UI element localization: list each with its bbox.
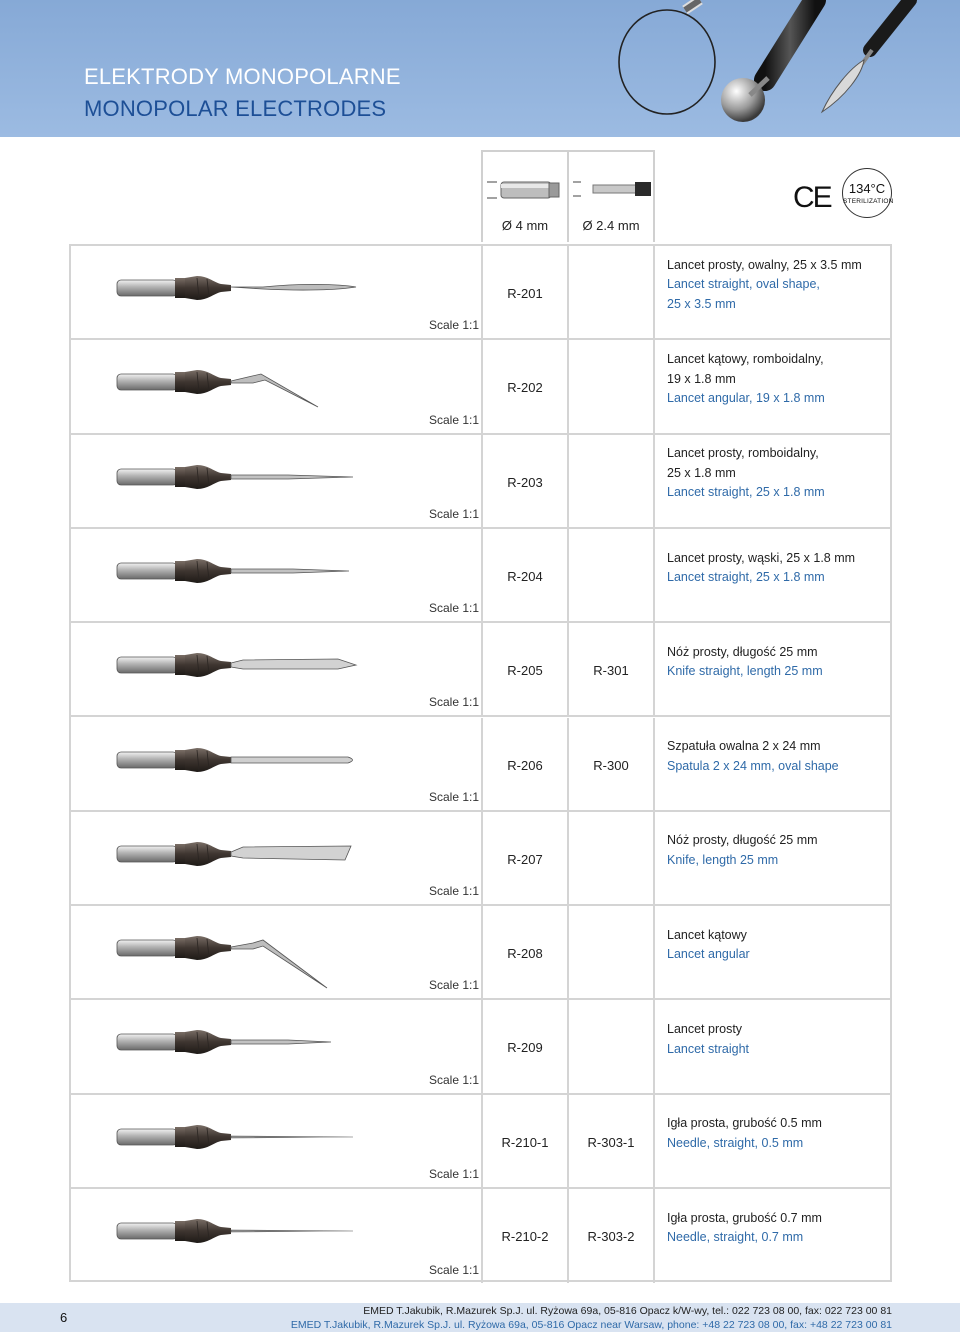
description-polish: 25 x 1.8 mm <box>667 465 736 480</box>
description-polish: Igła prosta, grubość 0.7 mm <box>667 1210 822 1225</box>
connector-2-4mm-cell <box>567 150 655 242</box>
scale-label: Scale 1:1 <box>429 1166 480 1181</box>
column-divider <box>653 246 655 338</box>
scale-label: Scale 1:1 <box>429 1072 480 1087</box>
description-polish: Lancet prosty, wąski, 25 x 1.8 mm <box>667 550 856 565</box>
scale-label: Scale 1:1 <box>429 601 480 616</box>
column-divider <box>653 1095 655 1187</box>
product-row <box>71 906 890 1000</box>
title-english: MONOPOLAR ELECTRODES <box>84 96 387 121</box>
product-description <box>667 549 889 588</box>
connector-4mm-cell <box>481 150 569 242</box>
product-code-2-4mm: R-301 <box>593 663 629 679</box>
description-english: Lancet angular <box>667 947 750 962</box>
scale-label: Scale 1:1 <box>429 884 480 899</box>
product-description <box>667 1209 889 1248</box>
connector-2-4mm-label: Ø 2.4 mm <box>582 218 640 233</box>
column-divider <box>653 340 655 432</box>
product-code-4mm: R-208 <box>507 946 543 962</box>
column-divider <box>653 435 655 527</box>
scale-label: Scale 1:1 <box>429 695 480 710</box>
ce-mark-icon: CE <box>793 181 831 214</box>
description-polish: Lancet prosty, owalny, 25 x 3.5 mm <box>667 257 862 272</box>
product-description <box>667 256 889 315</box>
connector-4mm-label: Ø 4 mm <box>501 218 549 233</box>
description-polish: Lancet kątowy, romboidalny, <box>667 352 824 367</box>
connector-2-4mm-icon <box>573 172 657 212</box>
footer-address-english: EMED T.Jakubik, R.Mazurek Sp.J. ul. Ryżowa 69a, 05-816 Opacz near Warsaw, phone: +48 22 723 08 00, fax: +48 22 723 00 81 <box>290 1319 892 1331</box>
product-row <box>71 529 890 623</box>
product-code-4mm: R-207 <box>507 851 543 867</box>
electrode-needle-icon <box>113 1119 373 1188</box>
product-description <box>667 643 889 682</box>
description-polish: Nóż prosty, długość 25 mm <box>667 833 818 848</box>
product-description <box>667 350 889 409</box>
connector-4mm-icon <box>487 172 567 212</box>
product-description <box>667 737 889 776</box>
product-code-4mm: R-202 <box>507 380 543 396</box>
product-code-4mm: R-210-2 <box>501 1229 549 1244</box>
product-row <box>71 1095 890 1189</box>
description-english: Lancet straight, oval shape, <box>667 277 820 292</box>
description-polish: Nóż prosty, długość 25 mm <box>667 644 818 659</box>
column-divider <box>567 812 569 904</box>
description-english: Lancet straight, 25 x 1.8 mm <box>667 485 825 500</box>
electrode-knife-wide-icon <box>113 836 373 905</box>
scale-label: Scale 1:1 <box>429 412 480 427</box>
description-english: Knife straight, length 25 mm <box>667 664 823 679</box>
product-code-2-4mm: R-300 <box>593 757 629 773</box>
loop-electrode-icon <box>619 0 715 114</box>
electrode-knife-icon <box>113 647 373 716</box>
description-english: Spatula 2 x 24 mm, oval shape <box>667 758 839 773</box>
description-english: Needle, straight, 0.5 mm <box>667 1135 804 1150</box>
product-code-4mm: R-201 <box>507 286 543 301</box>
column-divider <box>567 340 569 432</box>
product-description <box>667 926 889 965</box>
product-code-4mm: R-203 <box>507 474 543 490</box>
product-code-2-4mm: R-303-1 <box>587 1134 635 1150</box>
product-code-4mm: R-209 <box>507 1040 543 1056</box>
ball-electrode-icon <box>721 0 815 122</box>
scale-label: Scale 1:1 <box>429 318 480 333</box>
footer-address-polish: EMED T.Jakubik, R.Mazurek Sp.J. ul. Ryżowa 69a, 05-816 Opacz k/W-wy, tel.: 022 723 08 00, fax: 022 723 00 81 <box>363 1305 892 1317</box>
electrode-lancet-oval-icon <box>113 270 373 339</box>
product-row <box>71 1000 890 1094</box>
column-divider <box>653 812 655 904</box>
electrode-lancet-rhomboid-icon <box>113 459 373 528</box>
product-table <box>69 244 892 1282</box>
description-polish: Igła prosta, grubość 0.5 mm <box>667 1116 822 1131</box>
column-divider <box>653 529 655 621</box>
electrode-lancet-angular-icon <box>113 364 373 433</box>
description-english: Lancet straight, 25 x 1.8 mm <box>667 570 825 585</box>
description-english: 25 x 3.5 mm <box>667 296 736 311</box>
column-divider <box>653 1000 655 1092</box>
sterilization-temperature: 134°C <box>848 181 886 196</box>
product-code-4mm: R-204 <box>507 568 543 584</box>
description-polish: Lancet prosty <box>667 1022 743 1037</box>
scale-label: Scale 1:1 <box>429 1263 480 1278</box>
column-divider <box>567 1000 569 1092</box>
electrode-needle-icon <box>113 1213 373 1282</box>
description-english: Lancet straight <box>667 1041 749 1056</box>
column-divider <box>653 906 655 998</box>
product-description <box>667 831 889 870</box>
product-description <box>667 444 889 503</box>
description-polish: Szpatuła owalna 2 x 24 mm <box>667 739 821 754</box>
scale-label: Scale 1:1 <box>429 978 480 993</box>
product-row <box>71 246 890 340</box>
electrode-spatula-icon <box>113 742 373 811</box>
product-row <box>71 1189 890 1283</box>
footer <box>0 1303 960 1332</box>
header-banner <box>0 0 960 137</box>
product-row <box>71 623 890 717</box>
scale-label: Scale 1:1 <box>429 506 480 521</box>
banner-electrodes-illustration <box>600 0 960 137</box>
title-polish: ELEKTRODY MONOPOLARNE <box>84 64 401 89</box>
product-code-4mm: R-210-1 <box>501 1134 549 1150</box>
sterilization-label: STERILIZATION <box>843 198 894 205</box>
sterilization-badge <box>842 168 892 218</box>
description-polish: Lancet prosty, romboidalny, <box>667 446 819 461</box>
electrode-lancet-narrow-icon <box>113 553 373 622</box>
product-code-2-4mm: R-303-2 <box>587 1229 635 1244</box>
product-code-4mm: R-205 <box>507 663 543 679</box>
lancet-electrode-icon <box>822 0 910 112</box>
scale-label: Scale 1:1 <box>429 789 480 804</box>
product-row <box>71 340 890 434</box>
product-description <box>667 1020 889 1059</box>
description-english: Needle, straight, 0.7 mm <box>667 1230 804 1245</box>
electrode-lancet-straight-icon <box>113 1024 373 1093</box>
page-number: 6 <box>60 1310 68 1325</box>
column-divider <box>567 246 569 338</box>
product-description <box>667 1114 889 1153</box>
column-divider <box>653 623 655 715</box>
description-english: Knife, length 25 mm <box>667 852 779 867</box>
description-polish: 19 x 1.8 mm <box>667 371 736 386</box>
column-divider <box>567 906 569 998</box>
product-row <box>71 435 890 529</box>
column-divider <box>567 435 569 527</box>
electrode-lancet-angular-long-icon <box>113 930 373 999</box>
product-row <box>71 812 890 906</box>
description-english: Lancet angular, 19 x 1.8 mm <box>667 391 825 406</box>
column-divider <box>567 529 569 621</box>
product-row <box>71 718 890 812</box>
column-divider <box>653 1189 655 1283</box>
description-polish: Lancet kątowy <box>667 927 747 942</box>
product-code-4mm: R-206 <box>507 757 543 773</box>
column-divider <box>653 718 655 810</box>
